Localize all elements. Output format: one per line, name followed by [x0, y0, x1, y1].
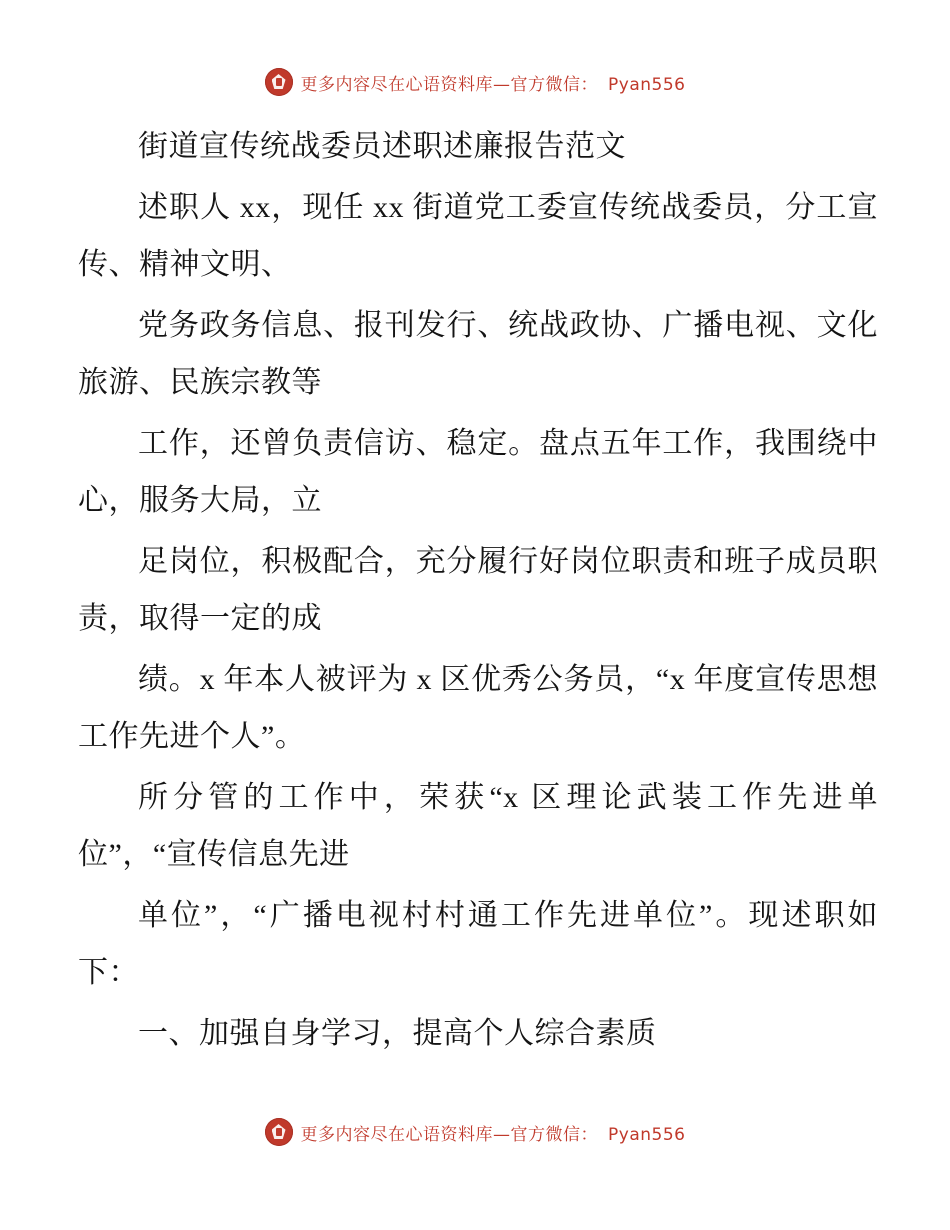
paragraph: 绩。x 年本人被评为 x 区优秀公务员，“x 年度宣传思想工作先进个人”。	[78, 663, 878, 753]
watermark-bottom	[0, 1118, 950, 1146]
watermark-text	[301, 1120, 686, 1145]
paragraph: 所分管的工作中，荣获“x 区理论武装工作先进单位”，“宣传信息先进	[78, 781, 878, 871]
watermark-label: 更多内容尽在心语资料库—官方微信：	[300, 74, 599, 95]
paragraph: 单位”，“广播电视村村通工作先进单位”。现述职如下：	[78, 899, 878, 989]
paragraph: 一、加强自身学习，提高个人综合素质	[138, 1017, 657, 1050]
watermark-text	[301, 70, 686, 95]
document-content	[78, 118, 878, 1066]
watermark-label: 更多内容尽在心语资料库—官方微信：	[300, 1124, 599, 1145]
shield-logo-icon	[265, 68, 293, 96]
watermark-top	[0, 68, 950, 96]
paragraph: 党务政务信息、报刊发行、统战政协、广播电视、文化旅游、民族宗教等	[78, 309, 878, 399]
paragraph: 述职人 xx，现任 xx 街道党工委宣传统战委员，分工宣传、精神文明、	[78, 191, 878, 281]
document-title: 街道宣传统战委员述职述廉报告范文	[138, 130, 626, 163]
watermark-wechat-id: Pyan556	[608, 74, 686, 95]
paragraph: 工作，还曾负责信访、稳定。盘点五年工作，我围绕中心，服务大局，立	[78, 427, 878, 517]
shield-logo-icon	[265, 1118, 293, 1146]
watermark-wechat-id: Pyan556	[608, 1124, 686, 1145]
paragraph: 足岗位，积极配合，充分履行好岗位职责和班子成员职责，取得一定的成	[78, 545, 878, 635]
